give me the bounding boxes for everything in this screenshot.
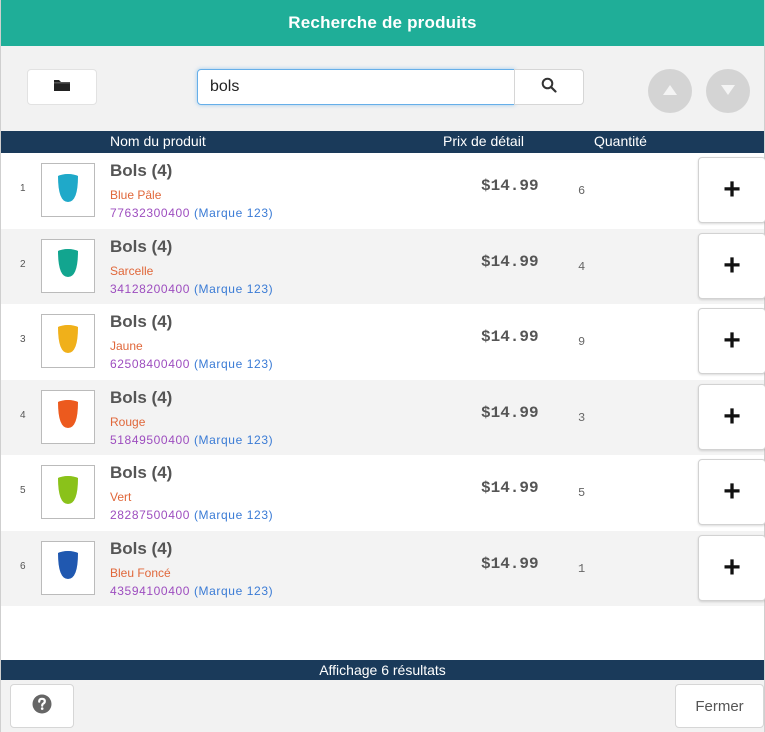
product-list [1, 153, 764, 606]
product-variant: Blue Pâle [110, 188, 162, 202]
arrow-up-icon [663, 82, 677, 100]
product-sku: 77632300400 [110, 206, 191, 220]
row-number: 1 [20, 183, 26, 194]
product-variant: Vert [110, 490, 132, 504]
product-sku-line [110, 508, 273, 522]
product-quantity: 9 [578, 335, 586, 349]
table-row[interactable] [1, 380, 764, 456]
product-sku-line [110, 282, 273, 296]
search-icon [541, 77, 557, 98]
add-button[interactable] [698, 233, 765, 299]
table-header [1, 131, 764, 153]
product-sku: 34128200400 [110, 281, 191, 296]
column-header-price: Prix de détail [443, 133, 524, 149]
product-sku-line [110, 206, 273, 220]
table-row[interactable] [1, 455, 764, 531]
add-button[interactable] [698, 157, 765, 223]
move-down-button[interactable] [706, 69, 750, 113]
add-button[interactable] [698, 384, 765, 450]
product-sku: 62508400400 [110, 357, 191, 371]
table-row[interactable] [1, 153, 764, 229]
add-button[interactable] [698, 535, 765, 601]
row-number: 6 [20, 560, 26, 572]
plus-icon: + [723, 550, 741, 584]
move-up-button[interactable] [648, 69, 692, 113]
folder-icon [53, 78, 71, 97]
bowl-icon [55, 474, 81, 511]
plus-icon: + [723, 248, 741, 282]
bowl-icon [55, 323, 81, 360]
row-number: 5 [20, 485, 26, 496]
product-quantity: 1 [578, 561, 586, 576]
question-icon [32, 694, 52, 719]
product-name: Bols (4) [110, 463, 173, 482]
plus-icon: + [723, 475, 741, 508]
bowl-icon [55, 398, 81, 435]
product-quantity: 4 [578, 259, 586, 274]
table-row[interactable] [1, 304, 764, 380]
search-group [197, 69, 584, 105]
product-thumbnail [41, 239, 95, 293]
product-name: Bols (4) [110, 538, 173, 558]
bowl-icon [55, 247, 81, 284]
product-quantity: 5 [578, 486, 586, 500]
table-row[interactable] [1, 531, 764, 607]
product-thumbnail [41, 314, 95, 368]
help-button[interactable] [10, 684, 74, 728]
product-price: $14.99 [481, 177, 539, 195]
product-sku-line [110, 584, 273, 598]
product-thumbnail [41, 163, 95, 217]
product-price: $14.99 [481, 554, 539, 573]
bowl-icon [55, 172, 81, 209]
dialog-title: Recherche de produits [1, 0, 764, 46]
product-variant: Sarcelle [110, 263, 154, 278]
product-price: $14.99 [481, 252, 539, 271]
row-number: 3 [20, 334, 26, 345]
product-sku: 43594100400 [110, 583, 191, 598]
product-brand: (Marque 123) [193, 583, 274, 598]
table-row[interactable] [1, 229, 764, 305]
toolbar [1, 46, 764, 131]
arrow-down-icon [721, 82, 735, 100]
product-thumbnail [41, 390, 95, 444]
product-sku: 51849500400 [110, 432, 191, 447]
dialog-footer [1, 680, 764, 732]
results-count: Affichage 6 résultats [1, 660, 764, 680]
product-price: $14.99 [481, 403, 539, 422]
column-header-quantity: Quantité [594, 133, 647, 149]
column-header-name: Nom du produit [110, 133, 206, 149]
add-button[interactable] [698, 459, 765, 525]
product-variant: Jaune [110, 339, 143, 353]
add-button[interactable] [698, 308, 765, 374]
search-button[interactable] [514, 69, 584, 105]
product-name: Bols (4) [110, 387, 173, 407]
product-brand: (Marque 123) [193, 357, 274, 371]
product-sku-line [110, 433, 273, 447]
product-quantity: 6 [578, 184, 586, 198]
product-variant: Rouge [110, 414, 146, 429]
product-quantity: 3 [578, 410, 586, 425]
product-sku: 28287500400 [110, 508, 191, 522]
product-brand: (Marque 123) [193, 432, 274, 447]
row-number: 2 [20, 258, 26, 270]
plus-icon: + [723, 173, 741, 206]
bowl-icon [55, 549, 81, 586]
close-button[interactable]: Fermer [675, 684, 764, 728]
product-variant: Bleu Foncé [110, 565, 171, 580]
product-thumbnail [41, 541, 95, 595]
product-name: Bols (4) [110, 312, 173, 331]
product-name: Bols (4) [110, 236, 173, 256]
product-name: Bols (4) [110, 161, 173, 180]
plus-icon: + [723, 399, 741, 433]
product-thumbnail [41, 465, 95, 519]
row-number: 4 [20, 409, 26, 421]
product-price: $14.99 [481, 479, 539, 497]
product-brand: (Marque 123) [193, 281, 274, 296]
product-brand: (Marque 123) [193, 206, 274, 220]
product-brand: (Marque 123) [193, 508, 274, 522]
search-input[interactable] [197, 69, 515, 105]
folder-button[interactable] [27, 69, 97, 105]
product-price: $14.99 [481, 328, 539, 346]
plus-icon: + [723, 324, 741, 357]
product-sku-line [110, 357, 273, 371]
